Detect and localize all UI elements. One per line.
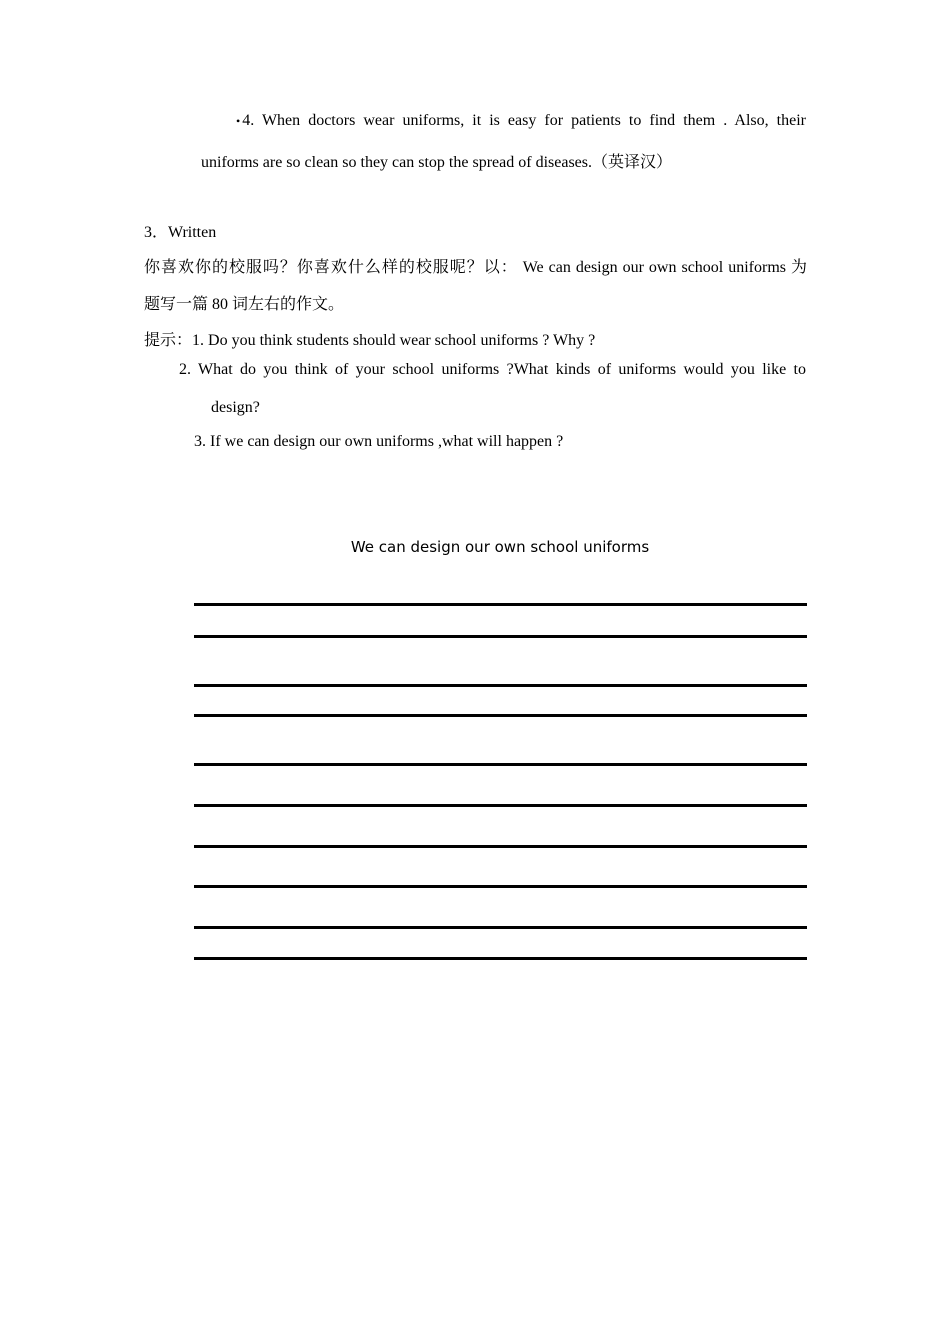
section-3-prompt-line-1: 你喜欢你的校服吗？你喜欢什么样的校服呢？以： We can design our own school uniforms 为 <box>144 259 807 276</box>
item-4-text-line-2: uniforms are so clean so they can stop the spread of diseases.（英译汉） <box>201 154 672 171</box>
section-3-prompt-line-2: 题写一篇 80 词左右的作文。 <box>144 296 345 313</box>
item-4-text-line-1: 4. When doctors wear uniforms, it is easy for patients to find them . Also, their <box>242 112 806 129</box>
item-4 <box>236 112 806 130</box>
essay-title: We can design our own school uniforms <box>350 538 650 556</box>
section-3-heading: 3．Written <box>144 224 217 241</box>
writing-line[interactable] <box>194 885 807 888</box>
bullet-icon: • <box>236 114 241 128</box>
writing-line[interactable] <box>194 714 807 717</box>
hint-2-line-1: 2. What do you think of your school uniforms ?What kinds of uniforms would you like to <box>179 361 806 378</box>
writing-line[interactable] <box>194 603 807 606</box>
item-4-line-1 <box>236 112 806 130</box>
writing-line[interactable] <box>194 957 807 960</box>
hint-2-line-2: design? <box>211 399 260 416</box>
hint-1: 1. Do you think students should wear school uniforms ? Why ? <box>192 332 596 349</box>
writing-line[interactable] <box>194 635 807 638</box>
hint-3: 3. If we can design our own uniforms ,what will happen ? <box>194 433 564 450</box>
writing-line[interactable] <box>194 804 807 807</box>
writing-line[interactable] <box>194 763 807 766</box>
hint-1-row <box>144 327 595 350</box>
writing-line[interactable] <box>194 926 807 929</box>
hints-prefix: 提示： <box>144 332 193 349</box>
writing-line[interactable] <box>194 845 807 848</box>
writing-line[interactable] <box>194 684 807 687</box>
